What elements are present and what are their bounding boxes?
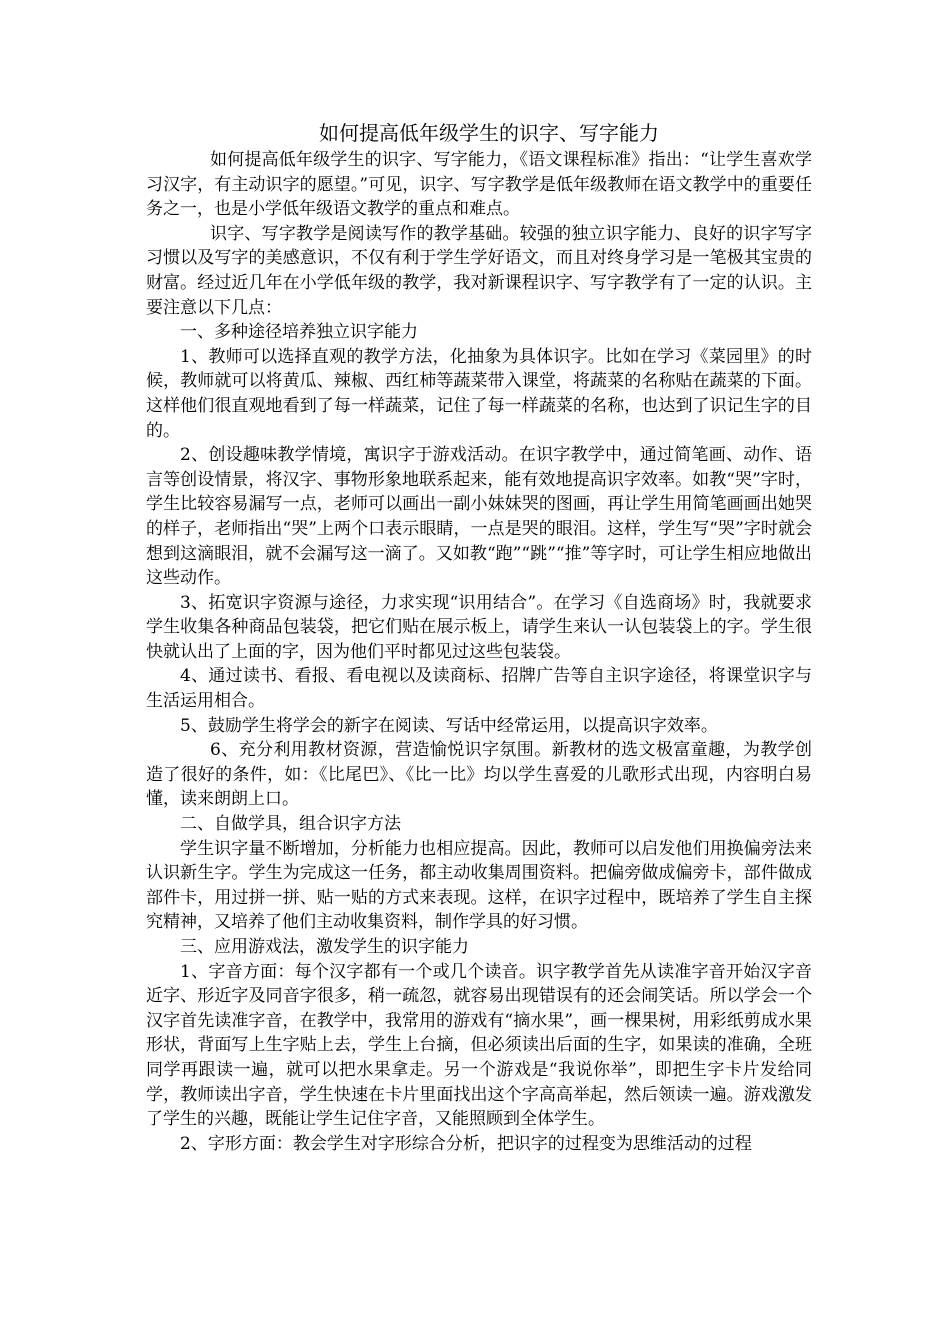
section-heading: 三、应用游戏法，激发学生的识字能力 — [180, 937, 469, 957]
paragraph: 学生识字量不断增加，分析能力也相应提高。因此，教师可以启发他们用换偏旁法来认识新生字。学生为完成这一任务，都主动收集周围资料。把偏旁做成偏旁卡，部件做成部件卡，用过拼一拼、贴一贴的方式来表现。这样，在识字过程中，既培养了学生自主探究精神，又培养了他们主动收集资料，制作学具的好习惯。 — [146, 838, 812, 933]
paragraph: 3、拓宽识字资源与途径，力求实现“识用结合”。在学习《自选商场》时，我就要求学生收集各种商品包装袋，把它们贴在展示板上，请学生来认一认包装袋上的字。学生很快就认出了上面的字，因为他们平时都见过这些包装袋。 — [146, 592, 812, 662]
section-heading: 一、多种途径培养独立识字能力 — [180, 322, 418, 343]
paragraph: 4、通过读书、看报、看电视以及读商标、招牌广告等自主识字途径，将课堂识字与生活运用相合。 — [146, 666, 812, 712]
paragraph: 2、创设趣味教学情境，寓识字于游戏活动。在识字教学中，通过简笔画、动作、语言等创设情景，将汉字、事物形象地联系起来，能有效地提高识字效率。如教“哭”字时，学生比较容易漏写一点，老师可以画出一副小妹妹哭的图画，再让学生用简笔画画出她哭的样子，老师指出“哭”上两个口表示眼睛，一点是哭的眼泪。这样，学生写“哭”字时就会想到这滴眼泪，就不会漏写这一滴了。又如教“跑”“跳”“推”等字时，可让学生相应地做出这些动作。 — [146, 445, 812, 589]
document-body — [146, 148, 812, 1156]
paragraph: 1、字音方面：每个汉字都有一个或几个读音。识字教学首先从读准字音开始汉字音近字、形近字及同音字很多，稍一疏忽，就容易出现错误有的还会闹笑话。所以学会一个汉字首先读准字音，在教学中，我常用的游戏有“摘水果”，画一棵果树，用彩纸剪成水果形状，背面写上生字贴上去，学生上台摘，但必须读出后面的生字，如果读的准确，全班同学再跟读一遍，就可以把水果拿走。另一个游戏是“我说你举”，即把生字卡片发给同学，教师读出字音，学生快速在卡片里面找出这个字高高举起，然后领读一遍。游戏激发了学生的兴趣，既能让学生记住字音，又能照顾到全体学生。 — [146, 961, 812, 1130]
section-heading: 二、自做学具，组合识字方法 — [180, 814, 401, 835]
paragraph: 识字、写字教学是阅读写作的教学基础。较强的独立识字能力、良好的识字写字习惯以及写字的美感意识，不仅有利于学生学好语文，而且对终身学习是一笔极其宝贵的财富。经过近几年在小学低年级的教学，我对新课程识字、写字教学有了一定的认识。主要注意以下几点： — [146, 223, 812, 318]
document-title: 如何提高低年级学生的识字、写字能力 — [319, 121, 659, 145]
paragraph: 6、充分利用教材资源，营造愉悦识字氛围。新教材的选文极富童趣，为教学创造了很好的条件，如：《比尾巴》、《比一比》均以学生喜爱的儿歌形式出现，内容明白易懂，读来朗朗上口。 — [146, 740, 812, 810]
paragraph: 5、鼓励学生将学会的新字在阅读、写话中经常运用，以提高识字效率。 — [180, 715, 718, 736]
paragraph: 2、字形方面：教会学生对字形综合分析，把识字的过程变为思维活动的过程 — [180, 1133, 752, 1154]
document-page — [146, 118, 812, 1156]
paragraph: 如何提高低年级学生的识字、写字能力，《语文课程标准》指出：“让学生喜欢学习汉字，有主动识字的愿望。”可见，识字、写字教学是低年级教师在语文教学中的重要任务之一，也是小学低年级语文教学的重点和难点。 — [146, 150, 812, 220]
paragraph: 1、教师可以选择直观的教学方法，化抽象为具体识字。比如在学习《菜园里》的时候，教师就可以将黄瓜、辣椒、西红柿等蔬菜带入课堂，将蔬菜的名称贴在蔬菜的下面。这样他们很直观地看到了每一样蔬菜，记住了每一样蔬菜的名称，也达到了识记生字的目的。 — [146, 346, 812, 441]
